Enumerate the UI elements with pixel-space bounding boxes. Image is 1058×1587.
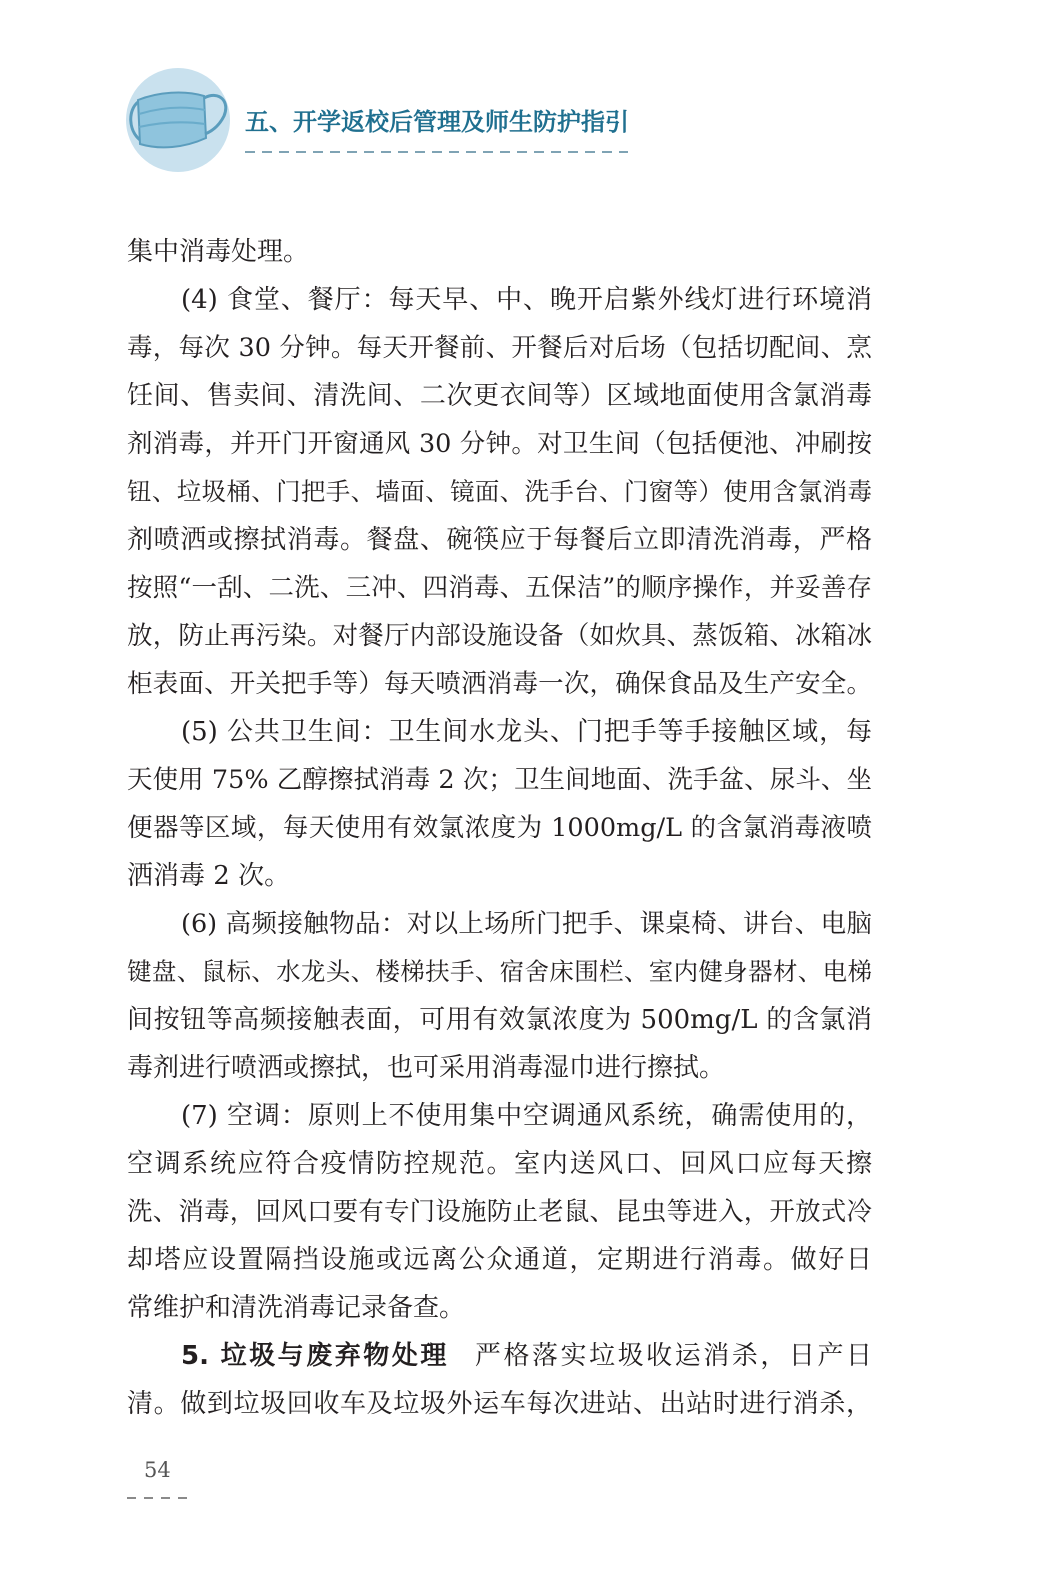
text-line: 清。做到垃圾回收车及垃圾外运车每次进站、出站时进行消杀， (127, 1389, 872, 1419)
text-line: 剂消毒，并开门开窗通风 30 分钟。对卫生间（包括便池、冲刷按 (127, 429, 872, 459)
chapter-title: 五、开学返校后管理及师生防护指引 (245, 108, 629, 136)
text-line: 间按钮等高频接触表面，可用有效氯浓度为 500mg/L 的含氯消 (127, 1005, 872, 1035)
text-line: 天使用 75% 乙醇擦拭消毒 2 次；卫生间地面、洗手盆、尿斗、坐 (127, 765, 872, 795)
text-line: 柜表面、开关把手等）每天喷洒消毒一次，确保食品及生产安全。 (127, 669, 872, 699)
text-line: 却塔应设置隔挡设施或远离公众通道，定期进行消毒。做好日 (127, 1245, 872, 1275)
text-line: 洗、消毒，回风口要有专门设施防止老鼠、昆虫等进入，开放式冷 (127, 1197, 872, 1227)
text-line: 剂喷洒或擦拭消毒。餐盘、碗筷应于每餐后立即清洗消毒，严格 (127, 525, 872, 555)
header-dashed-rule (245, 151, 628, 153)
text-line: (5) 公共卫生间：卫生间水龙头、门把手等手接触区域，每 (181, 717, 872, 747)
text-line: 饪间、售卖间、清洗间、二次更衣间等）区域地面使用含氯消毒 (127, 381, 872, 411)
text-line: (4) 食堂、餐厅：每天早、中、晚开启紫外线灯进行环境消 (181, 285, 872, 315)
text-line: 常维护和清洗消毒记录备查。 (127, 1293, 466, 1323)
text-line: 键盘、鼠标、水龙头、楼梯扶手、宿舍床围栏、室内健身器材、电梯 (127, 957, 872, 986)
section-heading: 5. 垃圾与废弃物处理 (181, 1341, 449, 1371)
page-number: 54 (144, 1458, 171, 1482)
face-mask-icon (118, 60, 238, 180)
text-line: 毒，每次 30 分钟。每天开餐前、开餐后对后场（包括切配间、烹 (127, 333, 872, 363)
text-line: 空调系统应符合疫情防控规范。室内送风口、回风口应每天擦 (127, 1149, 872, 1179)
text-line: 按照“一刮、二洗、三冲、四消毒、五保洁”的顺序操作，并妥善存 (127, 573, 872, 603)
body-text (127, 228, 872, 1428)
text-line: 集中消毒处理。 (127, 237, 310, 267)
text-line: 放，防止再污染。对餐厅内部设施设备（如炊具、蒸饭箱、冰箱冰 (127, 621, 872, 651)
section-heading-line (127, 1332, 872, 1380)
text-line: (6) 高频接触物品：对以上场所门把手、课桌椅、讲台、电脑 (181, 909, 872, 939)
text-line: 毒剂进行喷洒或擦拭，也可采用消毒湿巾进行擦拭。 (127, 1053, 726, 1083)
text-line: 洒消毒 2 次。 (127, 861, 291, 891)
text-line: 钮、垃圾桶、门把手、墙面、镜面、洗手台、门窗等）使用含氯消毒 (127, 477, 872, 506)
text-run: 严格落实垃圾收运消杀，日产日 (474, 1341, 872, 1371)
footer-dashed-rule (127, 1497, 189, 1499)
text-line: (7) 空调：原则上不使用集中空调通风系统，确需使用的， (181, 1101, 872, 1131)
text-line: 便器等区域，每天使用有效氯浓度为 1000mg/L 的含氯消毒液喷 (127, 813, 872, 843)
